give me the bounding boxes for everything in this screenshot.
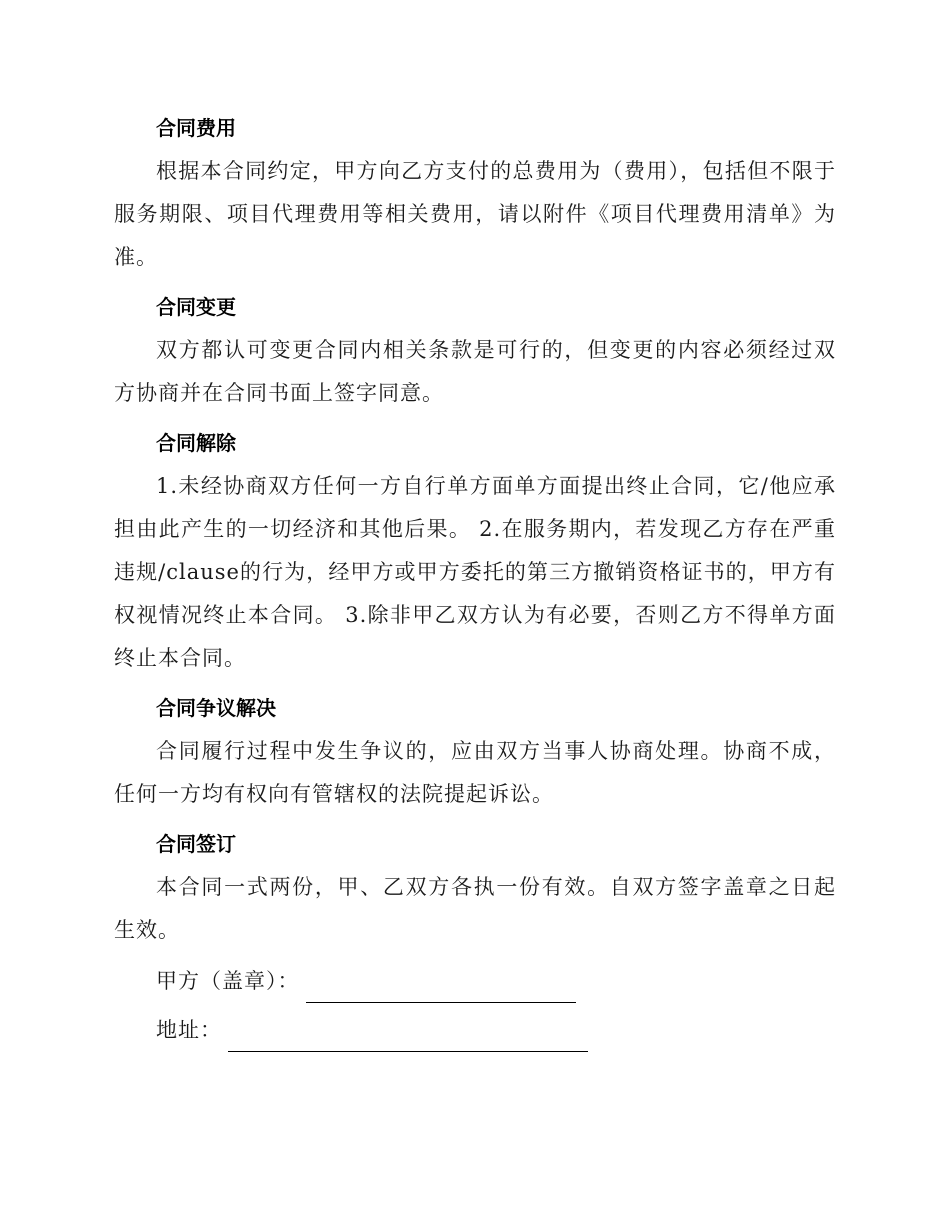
section-heading-fees: 合同费用 bbox=[156, 116, 236, 140]
address-line bbox=[114, 1009, 836, 1052]
address-label: 地址： bbox=[156, 1018, 222, 1042]
party-a-seal-blank[interactable] bbox=[306, 972, 576, 1003]
section-heading-changes: 合同变更 bbox=[156, 295, 236, 319]
section-body-termination: 1.未经协商双方任何一方自行单方面单方面提出终止合同，它/他应承担由此产生的一切经济和其他后果。 2.在服务期内，若发现乙方存在严重违规/clause的行为，经甲方或甲方委托的第三方撤销资格证书的，甲方有权视情况终止本合同。 3.除非甲乙双方认为有必要，否则乙方不得单方面终止本合同。 bbox=[114, 474, 836, 670]
section-body-signing: 本合同一式两份，甲、乙双方各执一份有效。自双方签字盖章之日起生效。 bbox=[114, 875, 836, 942]
party-a-seal-line bbox=[114, 960, 836, 1003]
section-body-disputes: 合同履行过程中发生争议的，应由双方当事人协商处理。协商不成，任何一方均有权向有管辖权的法院提起诉讼。 bbox=[114, 739, 836, 806]
section-heading-disputes: 合同争议解决 bbox=[156, 696, 276, 720]
section-heading-signing: 合同签订 bbox=[156, 832, 236, 856]
address-blank[interactable] bbox=[228, 1021, 588, 1052]
section-body-fees: 根据本合同约定，甲方向乙方支付的总费用为（费用），包括但不限于服务期限、项目代理费用等相关费用，请以附件《项目代理费用清单》为准。 bbox=[114, 159, 836, 269]
section-heading-termination: 合同解除 bbox=[156, 431, 236, 455]
party-a-seal-label: 甲方（盖章）： bbox=[156, 969, 300, 993]
section-body-changes: 双方都认可变更合同内相关条款是可行的，但变更的内容必须经过双方协商并在合同书面上签字同意。 bbox=[114, 338, 836, 405]
contract-page bbox=[114, 108, 836, 1058]
